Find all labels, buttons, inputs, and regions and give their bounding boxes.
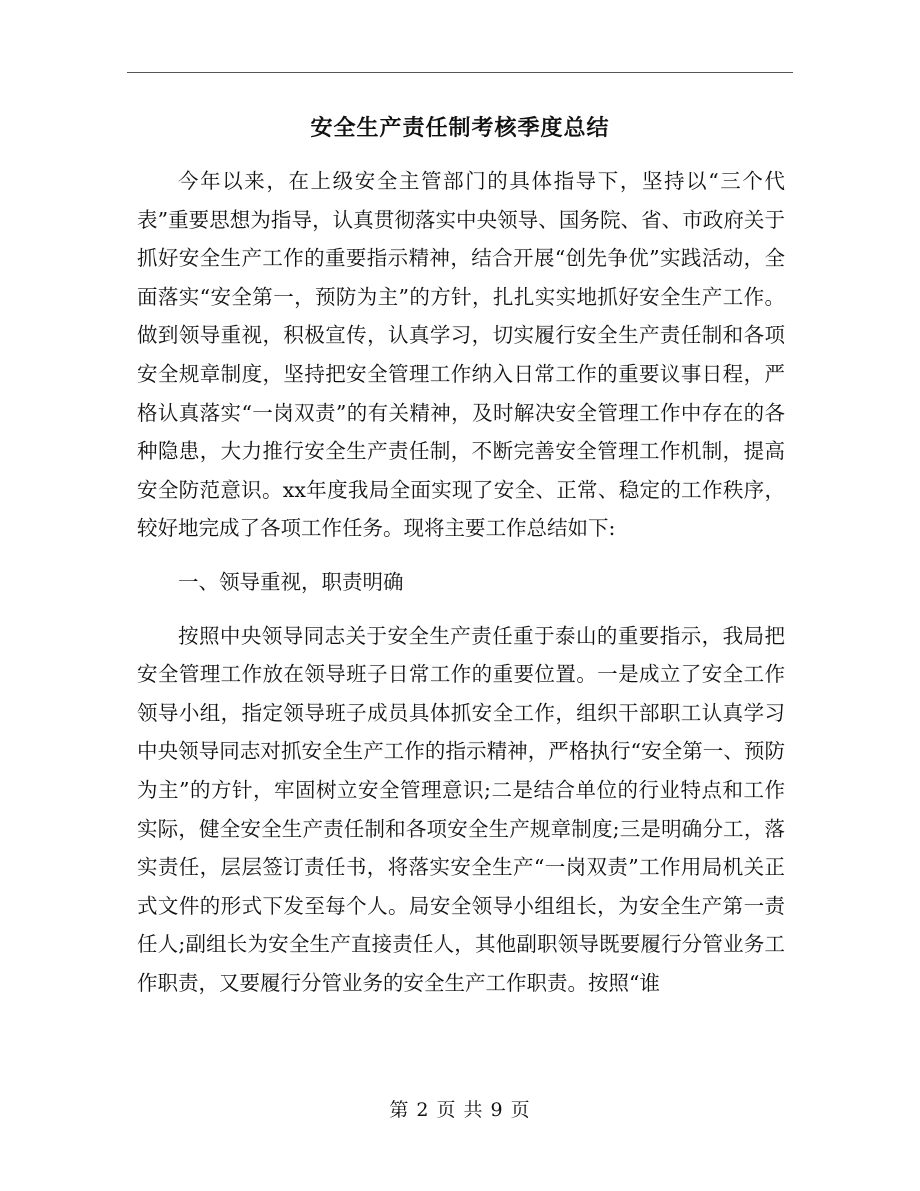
document-body [137, 162, 785, 1002]
document-title: 安全生产责任制考核季度总结 [310, 115, 610, 141]
page-number-footer: 第 2 页 共 9 页 [389, 1099, 531, 1121]
intro-paragraph: 今年以来，在上级安全主管部门的具体指导下，坚持以“三个代表”重要思想为指导，认真贯彻落实中央领导、国务院、省、市政府关于抓好安全生产工作的重要指示精神，结合开展“创先争优”实践活动，全面落实“安全第一，预防为主”的方针，扎扎实实地抓好安全生产工作。做到领导重视，积极宣传，认真学习，切实履行安全生产责任制和各项安全规章制度，坚持把安全管理工作纳入日常工作的重要议事日程，严格认真落实“一岗双责”的有关精神，及时解决安全管理工作中存在的各种隐患，大力推行安全生产责任制，不断完善安全管理工作机制，提高安全防范意识。xx年度我局全面实现了安全、正常、稳定的工作秩序，较好地完成了各项工作任务。现将主要工作总结如下: [137, 169, 785, 541]
section-paragraph: 按照中央领导同志关于安全生产责任重于泰山的重要指示，我局把安全管理工作放在领导班子日常工作的重要位置。一是成立了安全工作领导小组，指定领导班子成员具体抓安全工作，组织干部职工认真学习中央领导同志对抓安全生产工作的指示精神，严格执行“安全第一、预防为主”的方针，牢固树立安全管理意识;二是结合单位的行业特点和工作实际，健全安全生产责任制和各项安全生产规章制度;三是明确分工，落实责任，层层签订责任书，将落实安全生产“一岗双责”工作用局机关正式文件的形式下发至每个人。局安全领导小组组长，为安全生产第一责任人;副组长为安全生产直接责任人，其他副职领导既要履行分管业务工作职责，又要履行分管业务的安全生产工作职责。按照“谁 [137, 623, 785, 995]
header-rule [127, 72, 793, 73]
section-heading: 一、领导重视，职责明确 [178, 569, 404, 594]
